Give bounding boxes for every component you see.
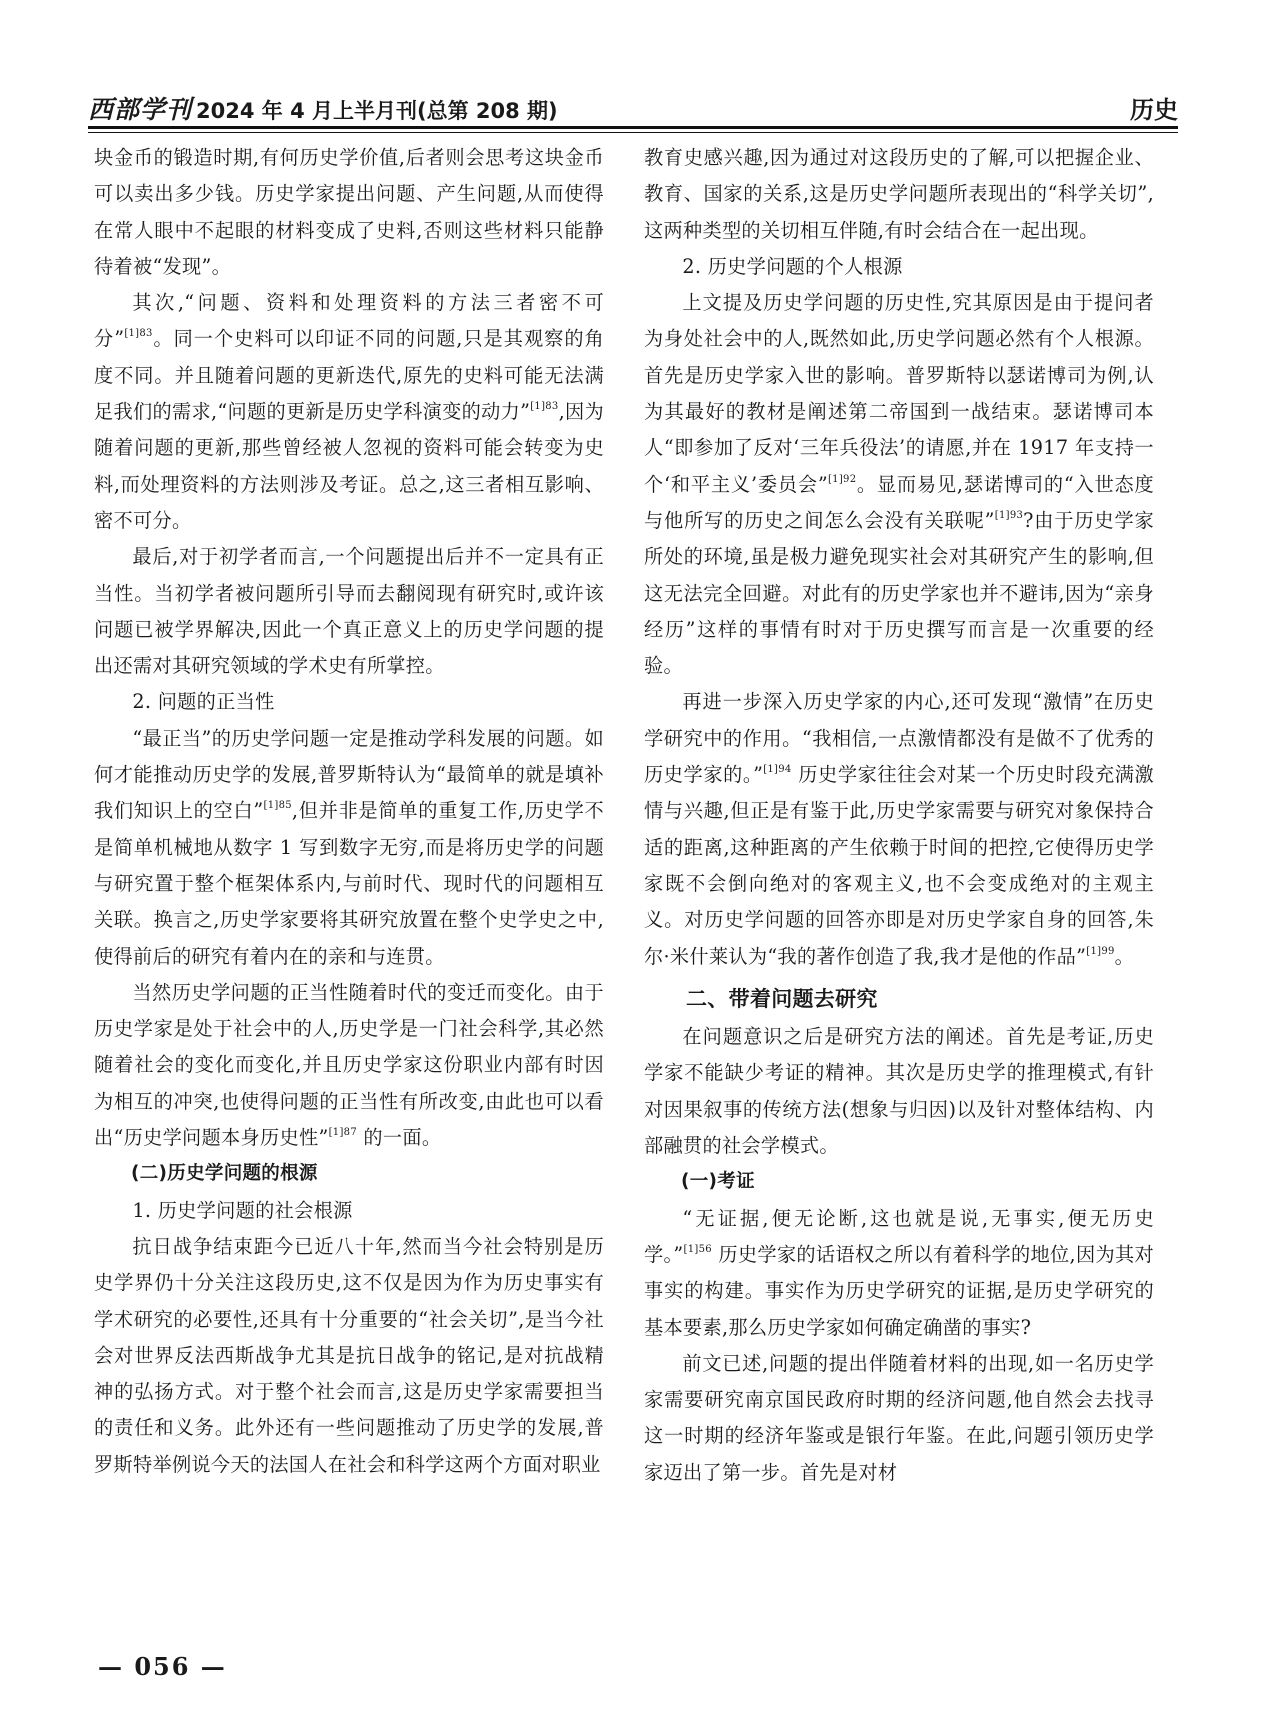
citation: [1]83 <box>124 328 153 340</box>
citation: [1]94 <box>763 764 792 776</box>
citation: [1]83 <box>530 401 559 413</box>
page-number: — 056 — <box>98 1652 227 1681</box>
paragraph: “最正当”的历史学问题一定是推动学科发展的问题。如何才能推动历史学的发展,普罗斯特认为“最简单的就是填补我们知识上的空白”$^{[1]85}$,但并非是简单的重复工作,历史学不是简单机械地从数字 1 写到数字无穷,而是将历史学的问题与研究置于整个框架体系内,与前时代、现时代的问题相互关联。换言之,历史学家要将其研究放置在整个史学史之中,使得前后的研究有着内在的亲和与连贯。 <box>94 726 604 968</box>
paragraph: 在问题意识之后是研究方法的阐述。首先是考证,历史学家不能缺少考证的精神。其次是历史学的推理模式,有针对因果叙事的传统方法(想象与归因)以及针对整体结构、内部融贯的社会学模式。 <box>644 1025 1154 1158</box>
section-heading: (一)考证 <box>681 1171 755 1193</box>
left-column <box>94 140 604 1483</box>
paragraph: 抗日战争结束距今已近八十年,然而当今社会特别是历史学界仍十分关注这段历史,这不仅是因为作为历史事实有学术研究的必要性,还具有十分重要的“社会关切”,是当今社会对世界反法西斯战争尤其是抗日战争的铭记,是对抗战精神的弘扬方式。对于整个社会而言,这是历史学家需要担当的责任和义务。此外还有一些问题推动了历史学的发展,普罗斯特举例说今天的法国人在社会和科学这两个方面对职业 <box>94 1234 604 1476</box>
paragraph: 再进一步深入历史学家的内心,还可发现“激情”在历史学研究中的作用。“我相信,一点激情都没有是做不了优秀的历史学家的。”$^{[1]94}$ 历史学家往往会对某一个历史时段充满激情与兴趣,但正是有鉴于此,历史学家需要与研究对象保持合适的距离,这种距离的产生依赖于时间的把控,它使得历史学家既不会倒向绝对的客观主义,也不会变成绝对的主观主义。对历史学问题的回答亦即是对历史学家自身的回答,朱尔·米什莱认为“我的著作创造了我,我才是他的作品”$^{[1]99}$。 <box>644 690 1154 968</box>
right-column <box>644 140 1154 1491</box>
paragraph: 当然历史学问题的正当性随着时代的变迁而变化。由于历史学家是处于社会中的人,历史学是一门社会科学,其必然随着社会的变化而变化,并且历史学家这份职业内部有时因为相互的冲突,也使得问题的正当性有所改变,由此也可以看出“历史学问题本身历史性”$^{[1]87}$ 的一面。 <box>94 980 604 1150</box>
subheading: 1. 历史学问题的社会根源 <box>132 1198 353 1222</box>
paragraph: 其次,“问题、资料和处理资料的方法三者密不可分”$^{[1]83}$。同一个史料可以印证不同的问题,只是其观察的角度不同。并且随着问题的更新迭代,原先的史料可能无法满足我们的需求,“问题的更新是历史学科演变的动力”$^{[1]83}$,因为随着问题的更新,那些曾经被人忽视的资料可能会转变为史料,而处理资料的方法则涉及考证。总之,这三者相互影响、密不可分。 <box>94 291 604 532</box>
subheading: 2. 历史学问题的个人根源 <box>682 254 903 278</box>
citation: [1]99 <box>1086 945 1115 957</box>
header-rule-thin <box>88 132 1178 133</box>
citation: [1]92 <box>827 473 857 485</box>
issue-info: 2024 年 4 月上半月刊(总第 208 期) <box>196 99 558 123</box>
citation: [1]85 <box>263 800 292 812</box>
header-rule-thick <box>88 126 1178 129</box>
paragraph: 最后,对于初学者而言,一个问题提出后并不一定具有正当性。当初学者被问题所引导而去翻阅现有研究时,或许该问题已被学界解决,因此一个真正意义上的历史学问题的提出还需对其研究领域的学术史有所掌控。 <box>94 545 604 678</box>
paragraph: 教育史感兴趣,因为通过对这段历史的了解,可以把握企业、教育、国家的关系,这是历史学问题所表现出的“科学关切”,这两种类型的关切相互伴随,有时会结合在一起出现。 <box>644 146 1154 242</box>
citation: [1]87 <box>328 1127 357 1139</box>
paragraph: 块金币的锻造时期,有何历史学价值,后者则会思考这块金币可以卖出多少钱。历史学家提出问题、产生问题,从而使得在常人眼中不起眼的材料变成了史料,否则这些材料只能静待着被“发现”。 <box>94 146 604 278</box>
citation: [1]93 <box>994 509 1024 521</box>
section-name: 历史 <box>1130 96 1178 124</box>
paragraph: 上文提及历史学问题的历史性,究其原因是由于提问者为身处社会中的人,既然如此,历史学问题必然有个人根源。首先是历史学家入世的影响。普罗斯特以瑟诺博司为例,认为其最好的教材是阐述第二帝国到一战结束。瑟诺博司本人“即参加了反对‘三年兵役法’的请愿,并在 1917 年支持一个‘和平主义’委员会”$^{[1]92}$。显而易见,瑟诺博司的“入世态度与他所写的历史之间怎么会没有关联呢”$^{[1]93}$?由于历史学家所处的环境,虽是极力避免现实社会对其研究产生的影响,但这无法完全回避。对此有的历史学家也并不避讳,因为“亲身经历”这样的事情有时对于历史撰写而言是一次重要的经验。 <box>644 291 1154 678</box>
subheading: 2. 问题的正当性 <box>132 690 275 714</box>
paragraph: “无证据,便无论断,这也就是说,无事实,便无历史学。”$^{[1]56}$ 历史学家的话语权之所以有着科学的地位,因为其对事实的构建。事实作为历史学研究的证据,是历史学研究的基本要素,那么历史学家如何确定确凿的事实? <box>644 1206 1155 1339</box>
paragraph: 前文已述,问题的提出伴随着材料的出现,如一名历史学家需要研究南京国民政府时期的经济问题,他自然会去找寻这一时期的经济年鉴或是银行年鉴。在此,问题引领历史学家迈出了第一步。首先是对材 <box>644 1351 1154 1484</box>
section-heading: 二、带着问题去研究 <box>686 986 878 1011</box>
journal-logo: 西部学刊 <box>88 95 193 124</box>
section-heading: (二)历史学问题的根源 <box>131 1163 318 1185</box>
citation: [1]56 <box>683 1243 712 1255</box>
header-left <box>88 97 558 122</box>
running-header <box>88 86 1178 122</box>
